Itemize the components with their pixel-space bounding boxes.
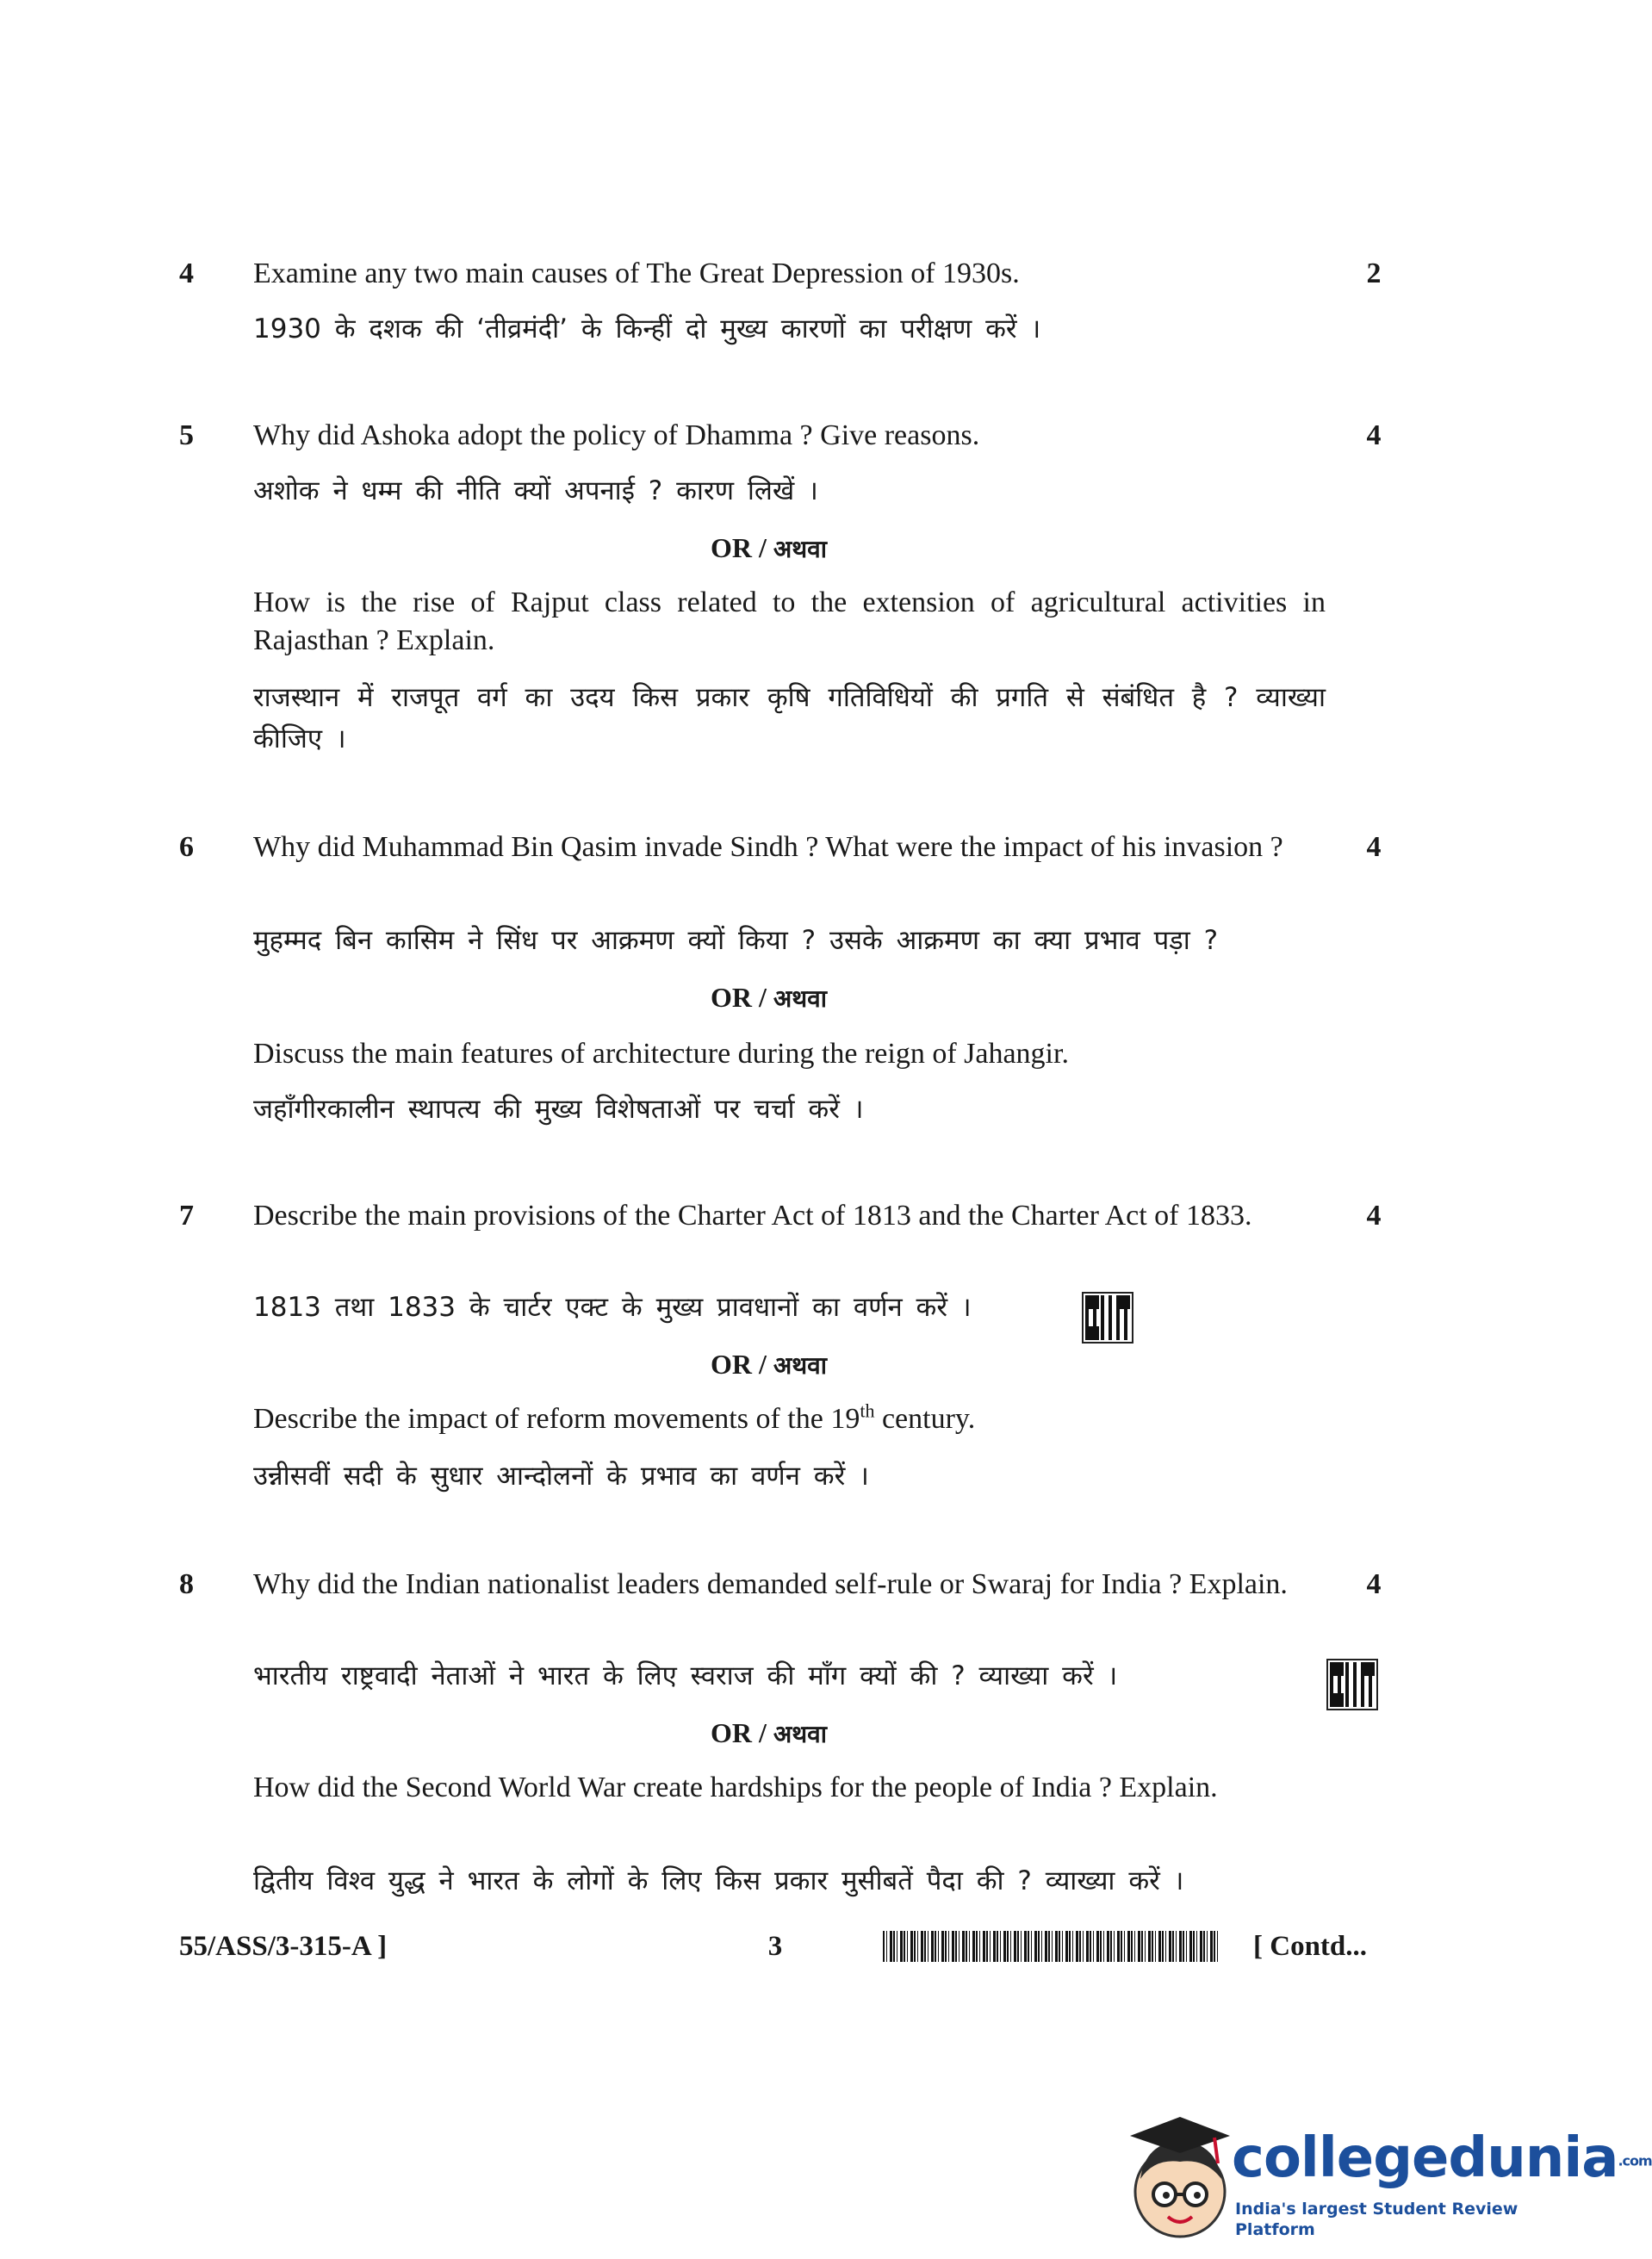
barcode-icon [883,1931,1219,1962]
question-text-en: Examine any two main causes of The Great Depression of 1930s. [253,258,1020,289]
or-divider [0,978,1537,1018]
paper-code: 55/ASS/3-315-A ] [179,1931,388,1962]
or-separator: / [752,1349,773,1380]
continued-label: [ Contd... [1253,1931,1368,1962]
or-divider [0,1714,1537,1753]
or-label-hi: अथवा [773,535,827,563]
question-text-hi: 1930 के दशक की ‘तीव्रमंदी’ के किन्हीं दो मुख्य कारणों का परीक्षण करें । [253,313,1041,344]
alternative-text-hi: उन्नीसवीं सदी के सुधार आन्दोलनों के प्रभाव का वर्णन करें । [253,1461,869,1492]
alternative-text-en: Discuss the main features of architecture during the reign of Jahangir. [253,1038,1069,1070]
or-label-en: OR [711,982,752,1013]
qr-code-icon [1328,1660,1376,1709]
alternative-text-en: How did the Second World War create hardships for the people of India ? Explain. [253,1772,1218,1803]
question-text-en: Describe the main provisions of the Charter Act of 1813 and the Charter Act of 1833. [253,1200,1252,1232]
alternative-text-en-part: century. [874,1403,976,1435]
alternative-text-hi: राजस्थान में राजपूत वर्ग का उदय किस प्रकार कृषि गतिविधियों की प्रगति से संबंधित है ? व्याख्या कीजिए । [253,682,1326,754]
question-marks: 4 [1366,831,1382,863]
or-divider [0,1345,1537,1385]
question-marks: 4 [1366,1200,1382,1232]
question-text-hi: भारतीय राष्ट्रवादी नेताओं ने भारत के लिए स्वराज की माँग क्यों की ? व्याख्या करें । [253,1660,1118,1691]
question-number: 5 [179,419,194,451]
brand-name: collegedunia [1232,2126,1618,2190]
question-number: 6 [179,831,194,863]
question-number: 4 [179,258,194,289]
brand-tagline: India's largest Student Review Platform [1235,2200,1518,2239]
alternative-text-en [253,1400,1326,1438]
alternative-text-hi: जहाँगीरकालीन स्थापत्य की मुख्य विशेषताओं पर चर्चा करें । [253,1094,864,1125]
alternative-text-hi: द्वितीय विश्व युद्ध ने भारत के लोगों के लिए किस प्रकार मुसीबतें पैदा की ? व्याख्या करें । [253,1865,1184,1896]
alternative-text-en: How is the rise of Rajput class related to the extension of agricultural activities in Rajasthan ? Explain. [253,586,1326,656]
question-marks: 2 [1366,258,1382,289]
or-divider [0,529,1537,568]
ordinal-suffix: th [860,1399,875,1422]
brand-logo [1232,2127,1652,2192]
page-number: 3 [767,1931,783,1962]
question-text-hi: मुहम्मद बिन कासिम ने सिंध पर आक्रमण क्यों किया ? उसके आक्रमण का क्या प्रभाव पड़ा ? [253,925,1219,956]
qr-code-icon [1084,1294,1132,1342]
or-label-hi: अथवा [773,1351,827,1380]
question-text-hi: 1813 तथा 1833 के चार्टर एक्ट के मुख्य प्रावधानों का वर्णन करें । [253,1292,972,1323]
question-number: 7 [179,1200,194,1232]
alternative-text-en-part: Describe the impact of reform movements of the 19 [253,1403,860,1435]
question-text-en: Why did the Indian nationalist leaders demanded self-rule or Swaraj for India ? Explain. [253,1568,1288,1600]
or-separator: / [752,532,773,563]
or-label-en: OR [711,532,752,563]
or-label-en: OR [711,1349,752,1380]
or-separator: / [752,1717,773,1748]
or-separator: / [752,982,773,1013]
question-marks: 4 [1366,419,1382,451]
question-marks: 4 [1366,1568,1382,1600]
or-label-en: OR [711,1717,752,1748]
question-text-en: Why did Ashoka adopt the policy of Dhamma ? Give reasons. [253,419,980,451]
question-text-en: Why did Muhammad Bin Qasim invade Sindh ? What were the impact of his invasion ? [253,831,1283,863]
question-number: 8 [179,1568,194,1600]
question-text-hi: अशोक ने धम्म की नीति क्यों अपनाई ? कारण लिखें । [253,475,818,506]
brand-domain: .com [1618,2152,1652,2169]
or-label-hi: अथवा [773,1720,827,1748]
or-label-hi: अथवा [773,984,827,1013]
